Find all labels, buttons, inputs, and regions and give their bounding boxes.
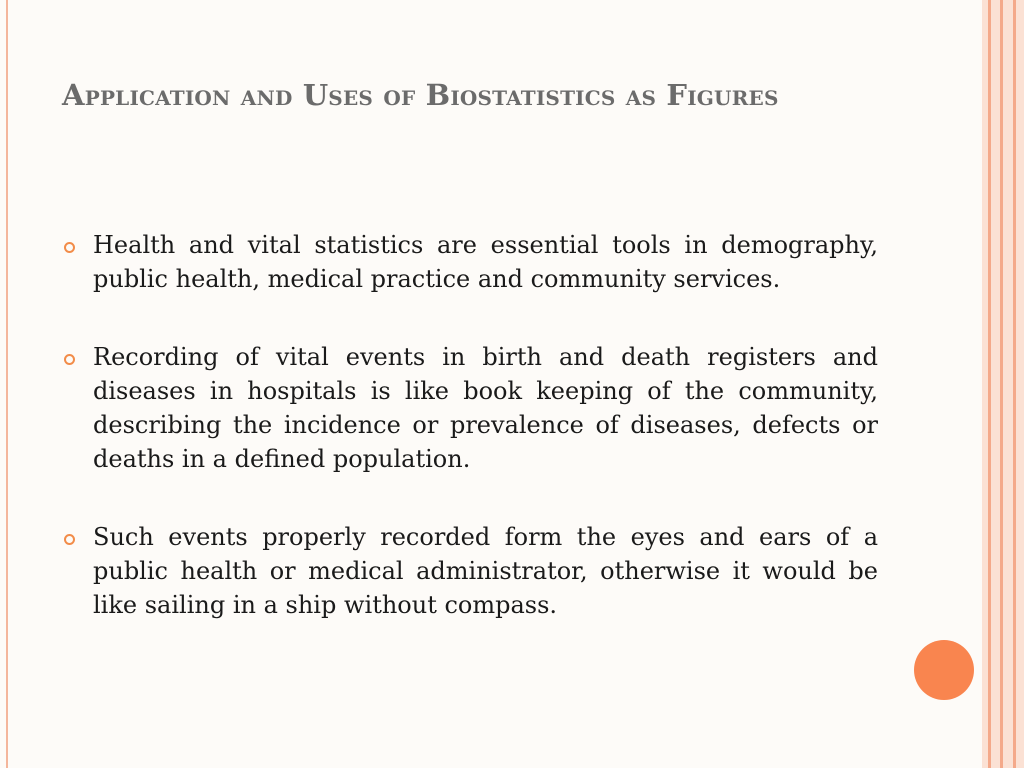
right-decorative-line [1013,0,1016,768]
bullet-text: Health and vital statistics are essential tools in demography, public health, medical practice and community services. [93,231,878,293]
slide-title: Application and Uses of Biostatistics as Figures [62,78,779,112]
left-border-line [6,0,8,768]
bullet-text: Recording of vital events in birth and death registers and diseases in hospitals is like book keeping of the community, describing the incidence or prevalence of diseases, defects or deaths in a defined population. [93,343,878,473]
bullet-item [62,520,878,622]
ring-bullet-icon [64,354,75,365]
right-decorative-line [988,0,991,768]
ring-bullet-icon [64,242,75,253]
bullet-text: Such events properly recorded form the eyes and ears of a public health or medical administrator, otherwise it would be like sailing in a ship without compass. [93,523,878,619]
bullet-list [62,228,878,666]
decorative-circle [914,640,974,700]
bullet-item [62,228,878,296]
bullet-item [62,340,878,476]
right-decorative-line [1000,0,1003,768]
ring-bullet-icon [64,534,75,545]
